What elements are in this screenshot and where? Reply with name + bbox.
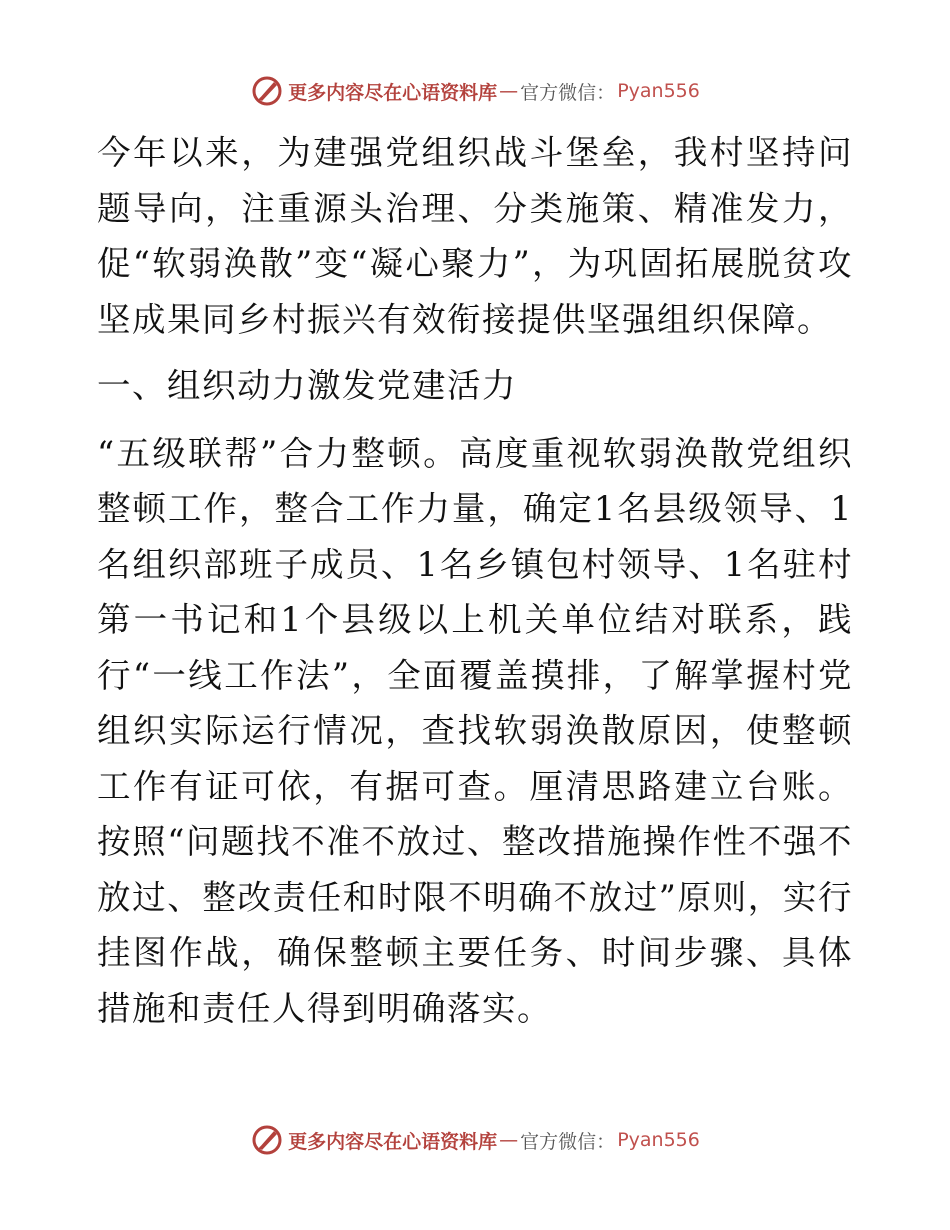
watermark-dash: — — [499, 80, 519, 102]
watermark-wechat-id: Pyan556 — [617, 80, 700, 102]
footer-watermark-banner — [0, 1120, 950, 1160]
watermark-wechat-label: 官方微信： — [520, 81, 616, 104]
watermark-wechat-label: 官方微信： — [520, 1130, 616, 1153]
watermark-wechat-id: Pyan556 — [617, 1129, 700, 1151]
watermark-dash: — — [499, 1129, 519, 1151]
quill-logo-icon — [250, 1123, 284, 1157]
watermark-brand-text: 更多内容尽在心语资料库 — [288, 1130, 498, 1153]
quill-logo-icon — [250, 74, 284, 108]
watermark-brand-text: 更多内容尽在心语资料库 — [288, 81, 498, 104]
document-body — [97, 125, 853, 1036]
intro-paragraph: 今年以来，为建强党组织战斗堡垒，我村坚持问题导向，注重源头治理、分类施策、精准发力，促“软弱涣散”变“凝心聚力”，为巩固拓展脱贫攻坚成果同乡村振兴有效衔接提供坚强组织保障。 — [97, 133, 853, 339]
section-heading: 一、组织动力激发党建活力 — [97, 366, 517, 405]
header-watermark-banner — [0, 71, 950, 111]
section-body-paragraph: “五级联帮”合力整顿。高度重视软弱涣散党组织整顿工作，整合工作力量，确定1名县级领导、1名组织部班子成员、1名乡镇包村领导、1名驻村第一书记和1个县级以上机关单位结对联系，践行“一线工作法”，全面覆盖摸排，了解掌握村党组织实际运行情况，查找软弱涣散原因，使整顿工作有证可依，有据可查。厘清思路建立台账。按照“问题找不准不放过、整改措施操作性不强不放过、整改责任和时限不明确不放过”原则，实行挂图作战，确保整顿主要任务、时间步骤、具体措施和责任人得到明确落实。 — [97, 433, 853, 1028]
